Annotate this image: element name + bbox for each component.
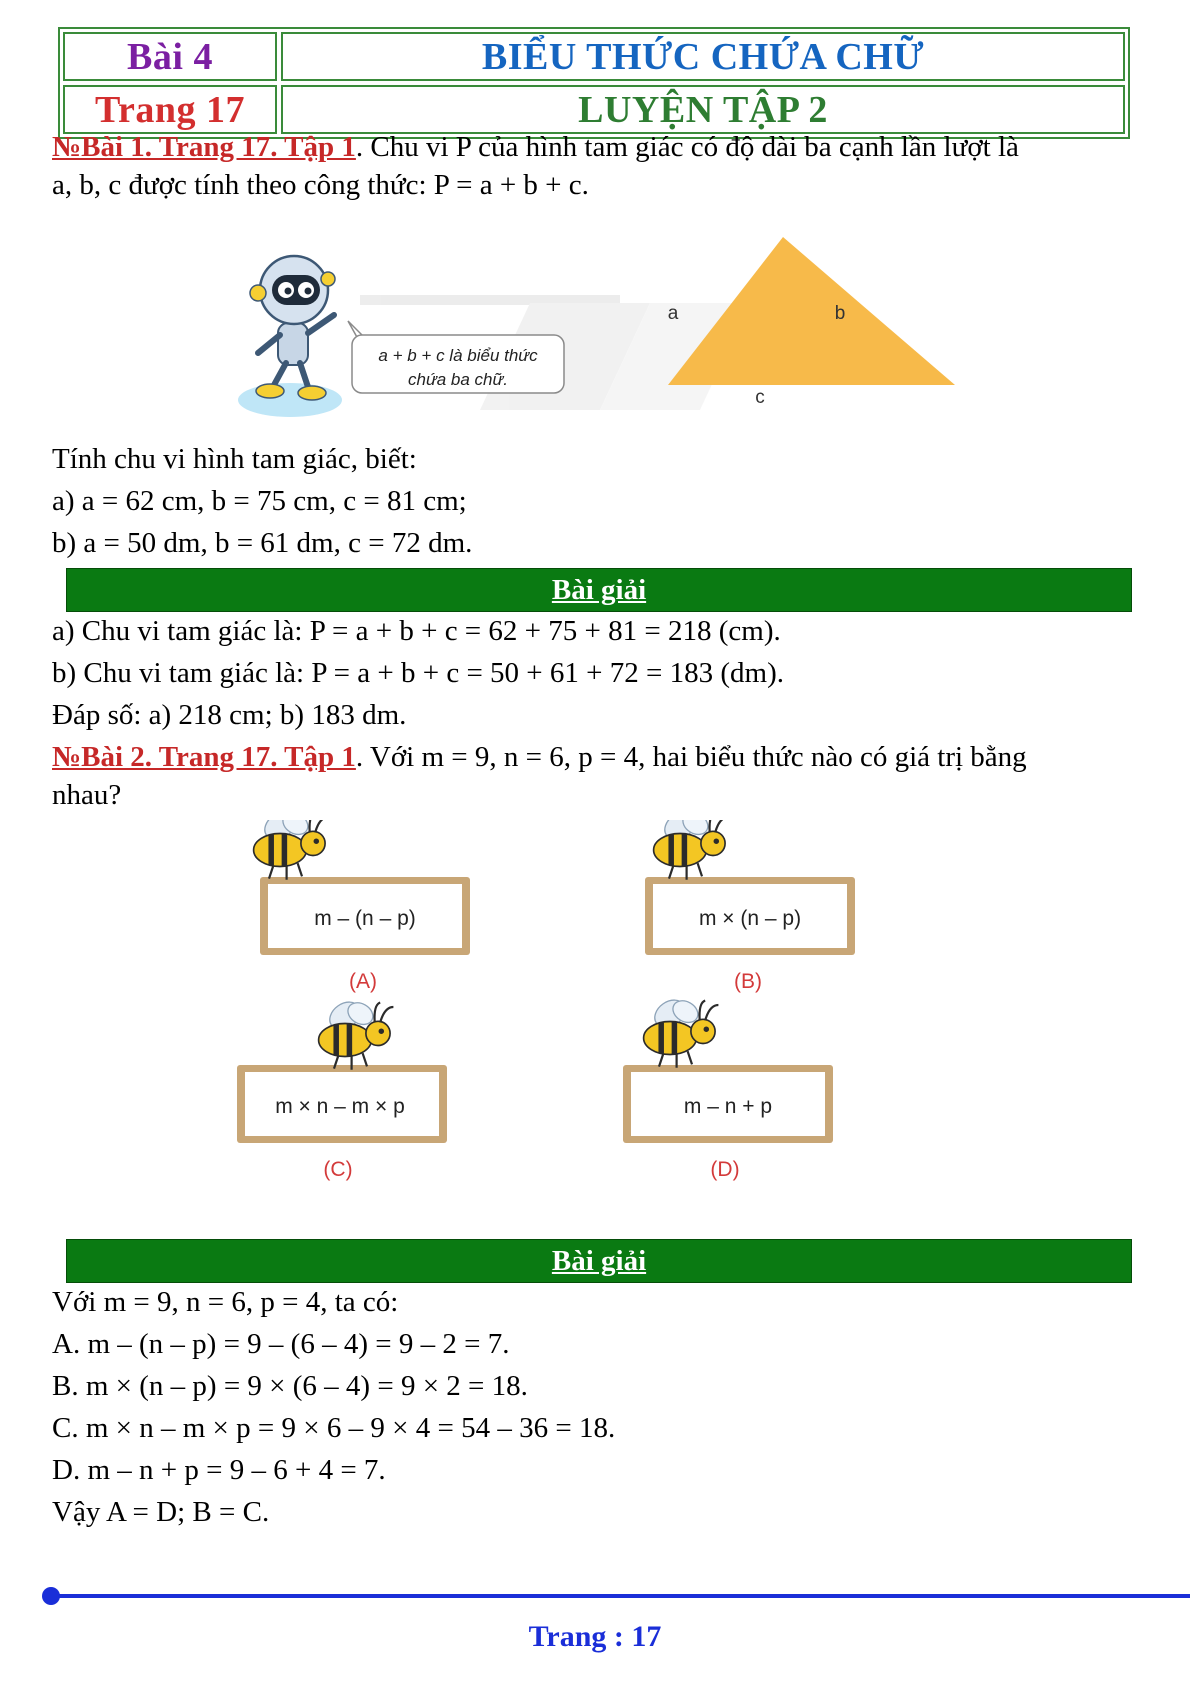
ex1-illustration xyxy=(230,235,970,445)
ex2-conclusion: Vậy A = D; B = C. xyxy=(52,1496,270,1528)
side-a-label: a xyxy=(667,303,679,324)
ex2-solution-b: B. m × (n – p) = 9 × (6 – 4) = 9 × 2 = 18. xyxy=(52,1370,528,1402)
expression-card-c xyxy=(237,996,447,1181)
lesson-number: Bài 4 xyxy=(63,32,277,81)
card-c-expr: m × n – m × p xyxy=(275,1095,405,1118)
ex1-question: Tính chu vi hình tam giác, biết: xyxy=(52,443,417,475)
ex2-illustration xyxy=(220,820,940,1210)
ex1-answer: Đáp số: a) 218 cm; b) 183 dm. xyxy=(52,699,407,731)
footer-divider xyxy=(50,1594,1190,1598)
footer-page-number: Trang : 17 xyxy=(528,1620,662,1653)
ex1-text: . Chu vi P của hình tam giác có độ dài ba cạnh lần lượt là xyxy=(355,131,1019,163)
ex1-solution-title: Bài giải xyxy=(551,573,647,606)
card-b-tag: (B) xyxy=(734,970,762,993)
robot-icon xyxy=(238,256,342,417)
ex2-text: . Với m = 9, n = 6, p = 4, hai biểu thức nào có giá trị bằng xyxy=(355,741,1027,773)
side-b-label: b xyxy=(834,303,846,324)
lesson-title: BIỂU THỨC CHỨA CHỮ xyxy=(281,32,1125,81)
ex2-intro-line1 xyxy=(52,738,1027,776)
ex2-solution-title: Bài giải xyxy=(551,1244,647,1277)
card-d-expr: m – n + p xyxy=(683,1095,773,1118)
card-b-expr: m × (n – p) xyxy=(698,907,802,930)
ex2-solution-c: C. m × n – m × p = 9 × 6 – 9 × 4 = 54 – 36 = 18. xyxy=(52,1412,616,1444)
ex2-solution-intro: Với m = 9, n = 6, p = 4, ta có: xyxy=(52,1286,399,1318)
bee-icon xyxy=(319,996,394,1069)
card-d-tag: (D) xyxy=(710,1158,740,1181)
ex1-question-b: b) a = 50 dm, b = 61 dm, c = 72 dm. xyxy=(52,527,473,559)
expression-card-d xyxy=(623,994,833,1181)
lesson-header xyxy=(58,27,1130,139)
ex1-intro-line2: a, b, c được tính theo công thức: P = a + b + c. xyxy=(52,169,589,201)
bee-icon xyxy=(644,994,719,1067)
ex1-solution-b: b) Chu vi tam giác là: P = a + b + c = 50 + 61 + 72 = 183 (dm). xyxy=(52,657,784,689)
page-number: Trang 17 xyxy=(63,85,277,134)
ex2-solution-d: D. m – n + p = 9 – 6 + 4 = 7. xyxy=(52,1454,386,1486)
ex1-question-a: a) a = 62 cm, b = 75 cm, c = 81 cm; xyxy=(52,485,467,517)
card-a-expr: m – (n – p) xyxy=(314,907,416,930)
side-c-label: c xyxy=(755,387,765,408)
lesson-subtitle: LUYỆN TẬP 2 xyxy=(281,85,1125,134)
bubble-line-1: a + b + c là biểu thức xyxy=(378,346,538,365)
ex2-solution-a: A. m – (n – p) = 9 – (6 – 4) = 9 – 2 = 7. xyxy=(52,1328,510,1360)
ex2-solution-bar xyxy=(66,1239,1132,1283)
card-a-tag: (A) xyxy=(349,970,377,993)
bubble-line-2: chứa ba chữ. xyxy=(408,370,508,389)
bee-icon xyxy=(654,820,729,880)
card-c-tag: (C) xyxy=(323,1158,353,1181)
ex1-solution-bar xyxy=(66,568,1132,612)
ex2-label[interactable]: №Bài 2. Trang 17. Tập 1 xyxy=(52,741,356,773)
ex1-label[interactable]: №Bài 1. Trang 17. Tập 1 xyxy=(52,131,356,163)
expression-card-a xyxy=(254,820,470,993)
expression-card-b xyxy=(645,820,855,993)
bee-icon xyxy=(254,820,329,880)
footer-dot xyxy=(42,1587,60,1605)
ex1-solution-a: a) Chu vi tam giác là: P = a + b + c = 62 + 75 + 81 = 218 (cm). xyxy=(52,615,781,647)
ex1-intro-line1 xyxy=(52,128,1019,166)
ex2-intro-line2: nhau? xyxy=(52,779,122,811)
